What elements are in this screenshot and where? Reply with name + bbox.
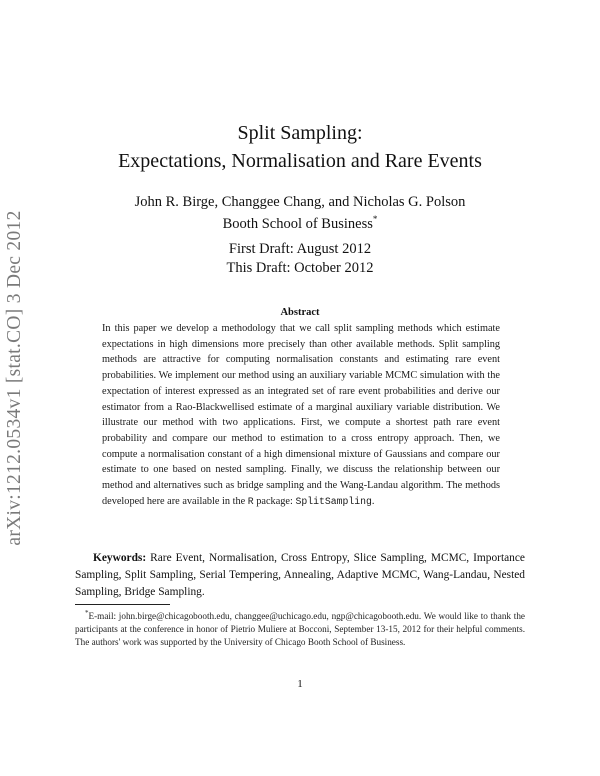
page-number: 1 (297, 678, 303, 690)
authors: John R. Birge, Changgee Chang, and Nicholas G. Polson (134, 194, 466, 210)
abstract-text: In this paper we develop a methodology that we call split sampling methods which estimate expectations in high dimensions more precisely than other available methods. Split sampling methods are attractive for computing normalisation constants and estimating rare event probabilities. We implement our method using an auxiliary variable MCMC simulation with the expectation of interest expressed as an integrated set of rare event probabilities and derive our estimator from a Rao-Blackwellised estimate of a marginal auxiliary variable distribution. We illustrate our method with two applications. First, we compute a shortest path rare event probability and compare our method to estimation to a cross entropy approach. Then, we compute a normalisation constant of a high dimensional mixture of Gaussians and compare our estimate to one based on nested sampling. Finally, we discuss the relationship between our method and alternatives such as bridge sampling and the Wang-Landau algorithm. The methods developed here are available in the (102, 323, 500, 507)
abstract-package-name: SplitSampling (295, 495, 372, 507)
abstract-end: . (371, 495, 375, 507)
arxiv-stamp: arXiv:1212.0534v1 [stat.CO] 3 Dec 2012 (4, 210, 25, 546)
abstract-r-label: R (247, 495, 254, 507)
abstract-heading: Abstract (280, 307, 320, 318)
title-line-2: Expectations, Normalisation and Rare Events (118, 150, 482, 172)
abstract-body (102, 321, 500, 509)
footnote-mark: * (85, 609, 89, 617)
title-line-1: Split Sampling: (237, 122, 363, 144)
keywords-label: Keywords: (93, 552, 147, 564)
affiliation-footnote-mark: * (372, 214, 378, 224)
this-draft-date: This Draft: October 2012 (226, 260, 374, 276)
keywords-text: Rare Event, Normalisation, Cross Entropy, Slice Sampling, MCMC, Importance Sampling, Split Sampling, Serial Tempering, Annealing, Adaptive MCMC, Wang-Landau, Nested Sampling, Bridge Sampling. (75, 552, 525, 598)
keywords (75, 550, 525, 601)
first-draft-date: First Draft: August 2012 (228, 241, 372, 257)
footnote-text: E-mail: john.birge@chicagobooth.edu, changgee@uchicago.edu, ngp@chicagobooth.edu. We would like to thank the participants at the conference in honor of Pietrio Muliere at Bocconi, September 13-15, 2012 for their helpful comments. The authors' work was supported by the University of Chicago Booth School of Business. (75, 611, 525, 647)
abstract-package-phrase: package: (253, 495, 296, 507)
affiliation (0, 214, 600, 233)
affiliation-text: Booth School of Business (222, 215, 373, 232)
footnote (75, 607, 525, 648)
footnote-rule (75, 604, 170, 605)
